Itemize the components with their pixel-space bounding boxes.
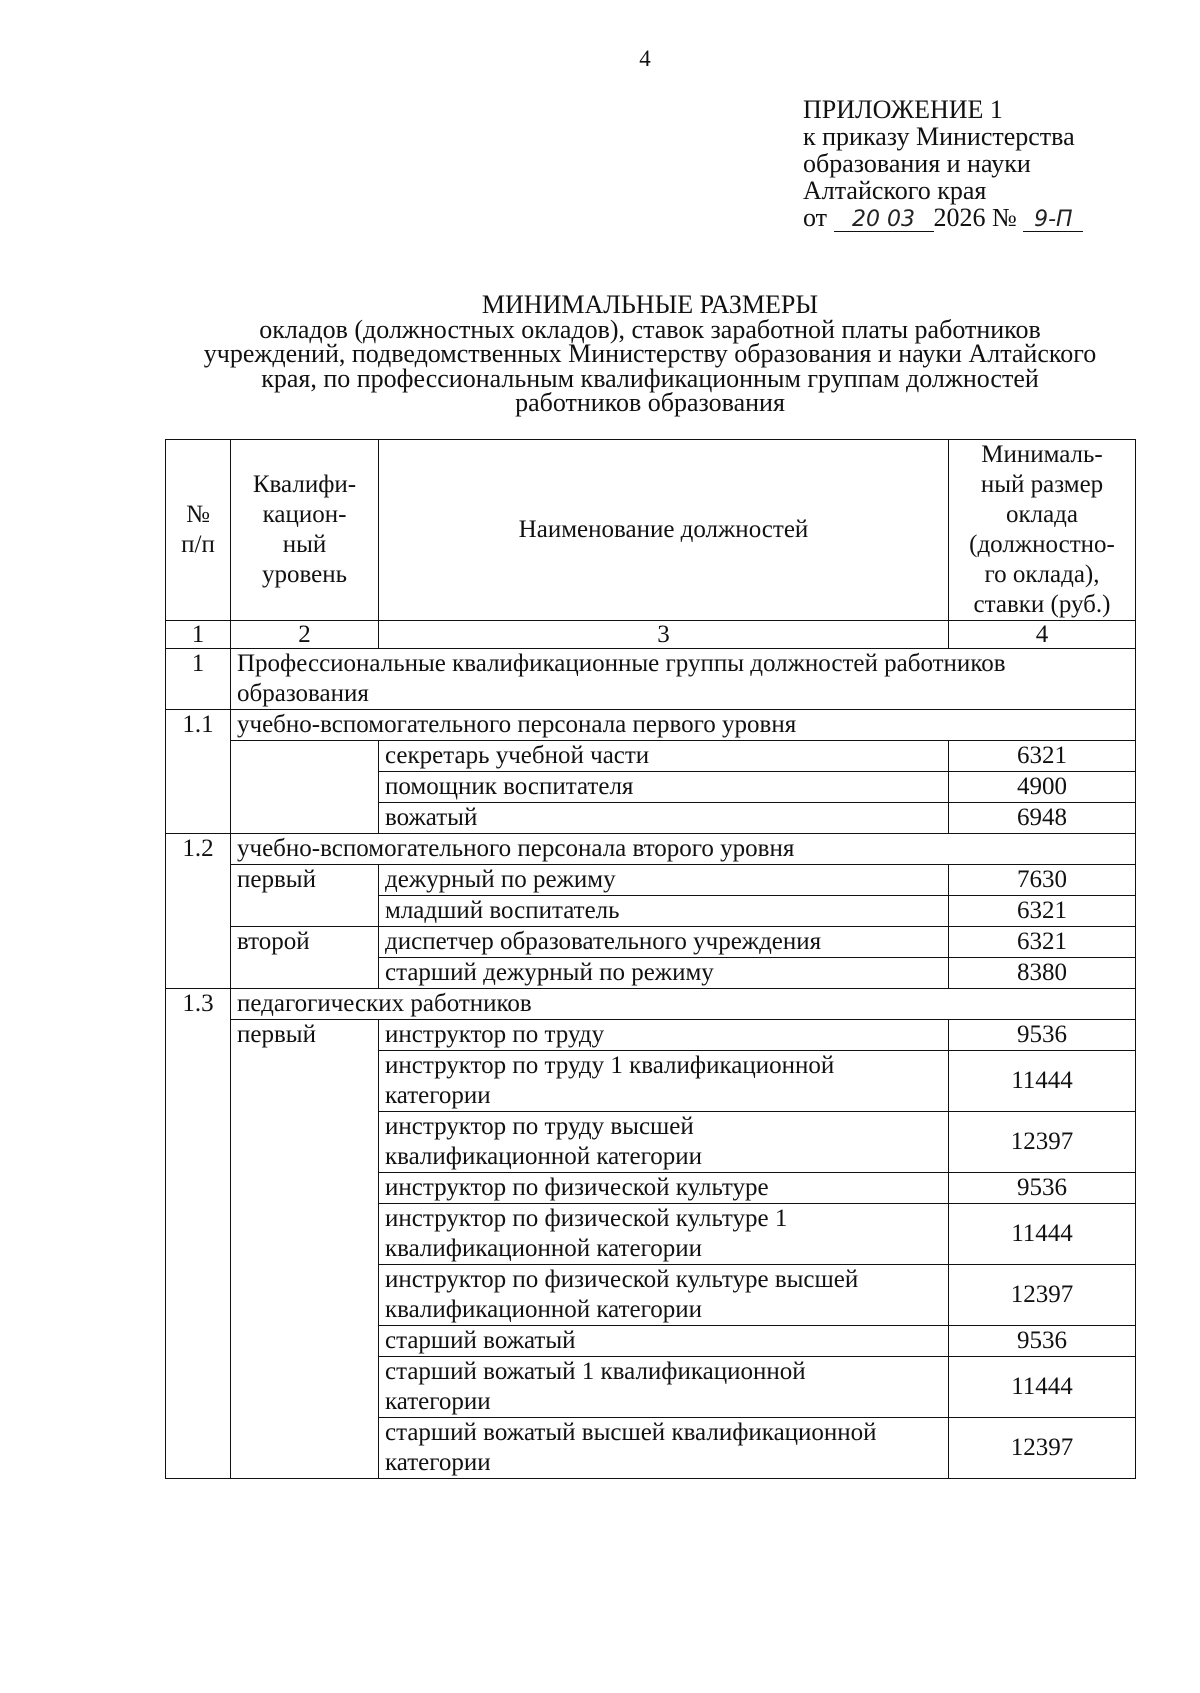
salary-value: 12397 [949,1265,1136,1326]
salary-value: 9536 [949,1326,1136,1357]
header-level-line: Квалифи- [252,471,357,498]
salary-value: 9536 [949,1020,1136,1051]
header-amount-line: ный размер [980,471,1104,498]
position-name [379,1418,949,1479]
position-name-line: квалификационной категории [385,1143,703,1170]
group-num: 1.3 [166,989,231,1479]
salary-value: 12397 [949,1418,1136,1479]
header-amount [949,440,1136,621]
salary-value: 8380 [949,958,1136,989]
salary-value: 11444 [949,1357,1136,1418]
position-name-line: инструктор по физической культуре высшей [385,1266,859,1293]
header-level [231,440,379,621]
group-num: 1.2 [166,834,231,989]
document-title [140,290,1160,417]
table-row [166,865,1136,896]
date-year: 2026 № [933,203,1017,232]
level-cell [231,741,379,834]
position-name: старший вожатый [379,1326,949,1357]
position-name: инструктор по труду [379,1020,949,1051]
group-title: педагогических работников [231,989,1136,1020]
index-cell: 3 [379,621,949,649]
appendix-block [803,96,1193,232]
section-num: 1 [166,649,231,710]
position-name: дежурный по режиму [379,865,949,896]
header-num-line: п/п [181,531,215,558]
handwritten-date: 20 03 [834,209,934,232]
position-name: младший воспитатель [379,896,949,927]
position-name: старший дежурный по режиму [379,958,949,989]
header-level-line: кацион- [262,501,347,528]
salary-value: 7630 [949,865,1136,896]
section-title-line: Профессиональные квалификационные группы должностей работников [237,650,1006,677]
appendix-title: ПРИЛОЖЕНИЕ 1 [803,95,1003,124]
header-amount-line: го оклада), [984,561,1100,588]
position-name: секретарь учебной части [379,741,949,772]
level-cell: первый [231,865,379,927]
position-name-line: категории [385,1449,491,1476]
appendix-line-3: Алтайского края [803,176,987,205]
salary-value: 6948 [949,803,1136,834]
position-name-line: категории [385,1082,491,1109]
section-title [231,649,1136,710]
header-amount-line: ставки (руб.) [973,591,1111,618]
position-name-line: квалификационной категории [385,1235,703,1262]
title-line-4: края, по профессиональным квалификационным группам должностей [261,363,1039,393]
salary-table [165,439,1136,1479]
table-row [166,741,1136,772]
header-num [166,440,231,621]
index-cell: 4 [949,621,1136,649]
index-cell: 2 [231,621,379,649]
position-name [379,1357,949,1418]
salary-value: 4900 [949,772,1136,803]
title-line-2: окладов (должностных окладов), ставок заработной платы работников [259,314,1041,344]
position-name [379,1265,949,1326]
header-name: Наименование должностей [379,440,949,621]
level-cell: первый [231,1020,379,1479]
table-row [166,1020,1136,1051]
position-name: диспетчер образовательного учреждения [379,927,949,958]
salary-value: 6321 [949,927,1136,958]
position-name-line: квалификационной категории [385,1296,703,1323]
group-title: учебно-вспомогательного персонала второго уровня [231,834,1136,865]
salary-value: 12397 [949,1112,1136,1173]
appendix-line-1: к приказу Министерства [803,122,1075,151]
position-name-line: инструктор по труду высшей [385,1113,694,1140]
title-line-3: учреждений, подведомственных Министерству образования и науки Алтайского [203,339,1097,368]
header-level-line: ный [282,531,327,558]
date-prefix: от [803,203,828,232]
position-name: инструктор по физической культуре [379,1173,949,1204]
header-amount-line: Минималь- [981,441,1103,468]
title-line-5: работников образования [515,388,785,417]
group-title: учебно-вспомогательного персонала первого уровня [231,710,1136,741]
appendix-line-2: образования и науки [803,149,1031,178]
position-name [379,1204,949,1265]
group-row [166,989,1136,1020]
position-name-line: категории [385,1388,491,1415]
position-name: помощник воспитателя [379,772,949,803]
position-name-line: инструктор по труду 1 квалификационной [385,1052,835,1079]
position-name [379,1112,949,1173]
title-line-1: МИНИМАЛЬНЫЕ РАЗМЕРЫ [481,290,819,319]
position-name [379,1051,949,1112]
header-amount-line: (должностно- [969,531,1115,558]
appendix-date-line [803,204,1193,232]
header-num-line: № [186,501,210,528]
position-name-line: старший вожатый 1 квалификационной [385,1358,806,1385]
table-row [166,927,1136,958]
salary-value: 11444 [949,1204,1136,1265]
position-name-line: инструктор по физической культуре 1 [385,1205,788,1232]
index-cell: 1 [166,621,231,649]
level-cell: второй [231,927,379,989]
group-row [166,710,1136,741]
column-index-row [166,621,1136,649]
group-num: 1.1 [166,710,231,834]
table-header-row [166,440,1136,621]
section-row [166,649,1136,710]
handwritten-order-number: 9-П [1023,209,1083,232]
salary-value: 6321 [949,741,1136,772]
position-name-line: старший вожатый высшей квалификационной [385,1419,877,1446]
salary-value: 11444 [949,1051,1136,1112]
position-name: вожатый [379,803,949,834]
group-row [166,834,1136,865]
salary-value: 6321 [949,896,1136,927]
header-amount-line: оклада [1005,501,1079,528]
section-title-line: образования [237,680,369,707]
page-number: 4 [639,46,651,71]
header-level-line: уровень [261,561,348,588]
salary-value: 9536 [949,1173,1136,1204]
